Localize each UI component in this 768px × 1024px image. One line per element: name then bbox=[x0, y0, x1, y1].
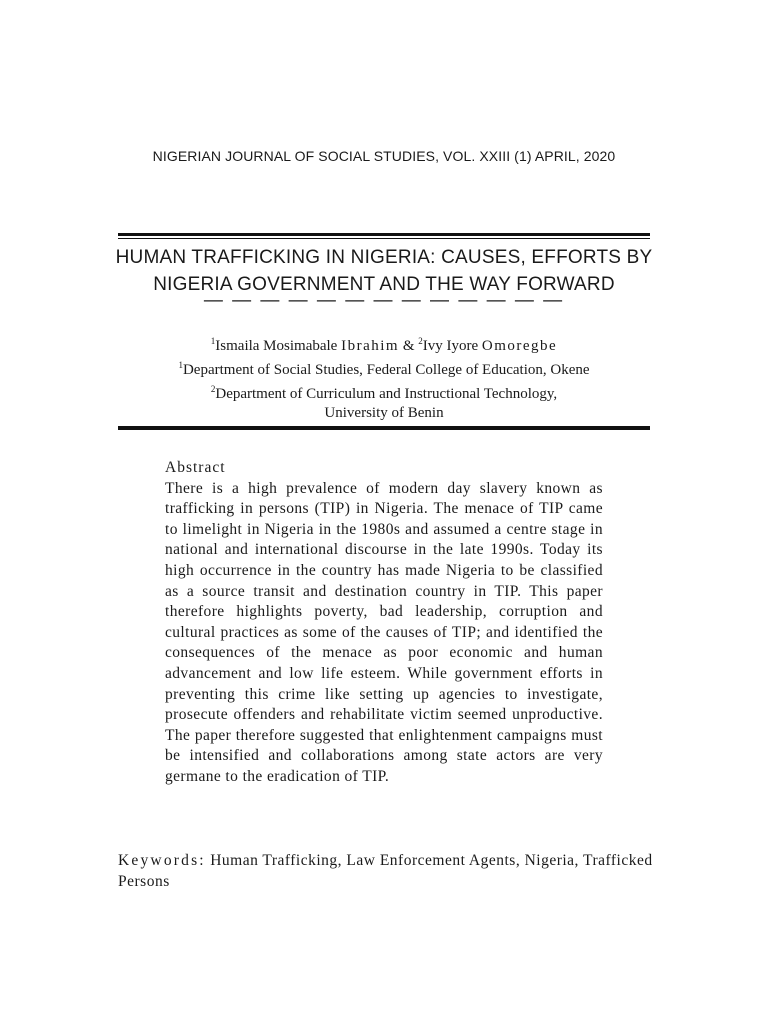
author1-given-name: Ismaila Mosimabale bbox=[215, 338, 338, 354]
affiliation-1 bbox=[0, 356, 768, 380]
top-double-rule bbox=[118, 233, 650, 239]
author1-superscript: 1 bbox=[210, 336, 216, 346]
keywords-label: Keywords: bbox=[118, 852, 206, 869]
author-block bbox=[0, 332, 768, 423]
author2-surname: Omoregbe bbox=[481, 338, 558, 354]
journal-header: NIGERIAN JOURNAL OF SOCIAL STUDIES, VOL. XXIII (1) APRIL, 2020 bbox=[152, 148, 616, 164]
affiliation2-text: Department of Curriculum and Instructional Technology, bbox=[215, 386, 558, 402]
author-separator: & bbox=[402, 338, 415, 354]
keywords-section bbox=[118, 850, 658, 892]
abstract-body: There is a high prevalence of modern day slavery known as trafficking in persons (TIP) in Nigeria. The menace of TIP came to limelight in Nigeria in the 1980s and assumed a centre stage in national and international discourse in the late 1990s. Today its high occurrence in the country has made Nigeria to be classified as a source transit and destination country in TIP. This paper therefore highlights poverty, bad leadership, corruption and cultural practices as some of the causes of TIP; and identified the consequences of the menace as poor economic and human advancement and low life esteem. While government efforts in preventing this crime like setting up agencies to investigate, prosecute offenders and rehabilitate victim seemed unproductive. The paper therefore suggested that enlightenment campaigns must be intensified and collaborations among state actors are very germane to the eradication of TIP. bbox=[165, 479, 603, 785]
affiliation-2 bbox=[0, 380, 768, 404]
paper-title: HUMAN TRAFFICKING IN NIGERIA: CAUSES, EFFORTS BY NIGERIA GOVERNMENT AND THE WAY FORWARD bbox=[115, 247, 653, 295]
abstract-heading: Abstract bbox=[165, 459, 226, 476]
affiliation-2-continued: University of Benin bbox=[324, 405, 444, 421]
keywords-text: Human Trafficking, Law Enforcement Agents, Nigeria, Trafficked Persons bbox=[118, 852, 653, 890]
author2-given-name: Ivy Iyore bbox=[422, 338, 479, 354]
affiliation1-superscript: 1 bbox=[178, 360, 183, 370]
author1-surname: Ibrahim bbox=[341, 338, 400, 354]
author2-superscript: 2 bbox=[418, 336, 423, 346]
abstract-section bbox=[165, 458, 603, 788]
affiliation2-superscript: 2 bbox=[210, 384, 216, 394]
affiliation1-text: Department of Social Studies, Federal College of Education, Okene bbox=[182, 362, 590, 378]
title-dash-separator: — — — — — — — — — — — — — bbox=[203, 290, 565, 311]
author-names bbox=[0, 332, 768, 356]
bottom-double-rule bbox=[118, 424, 650, 430]
